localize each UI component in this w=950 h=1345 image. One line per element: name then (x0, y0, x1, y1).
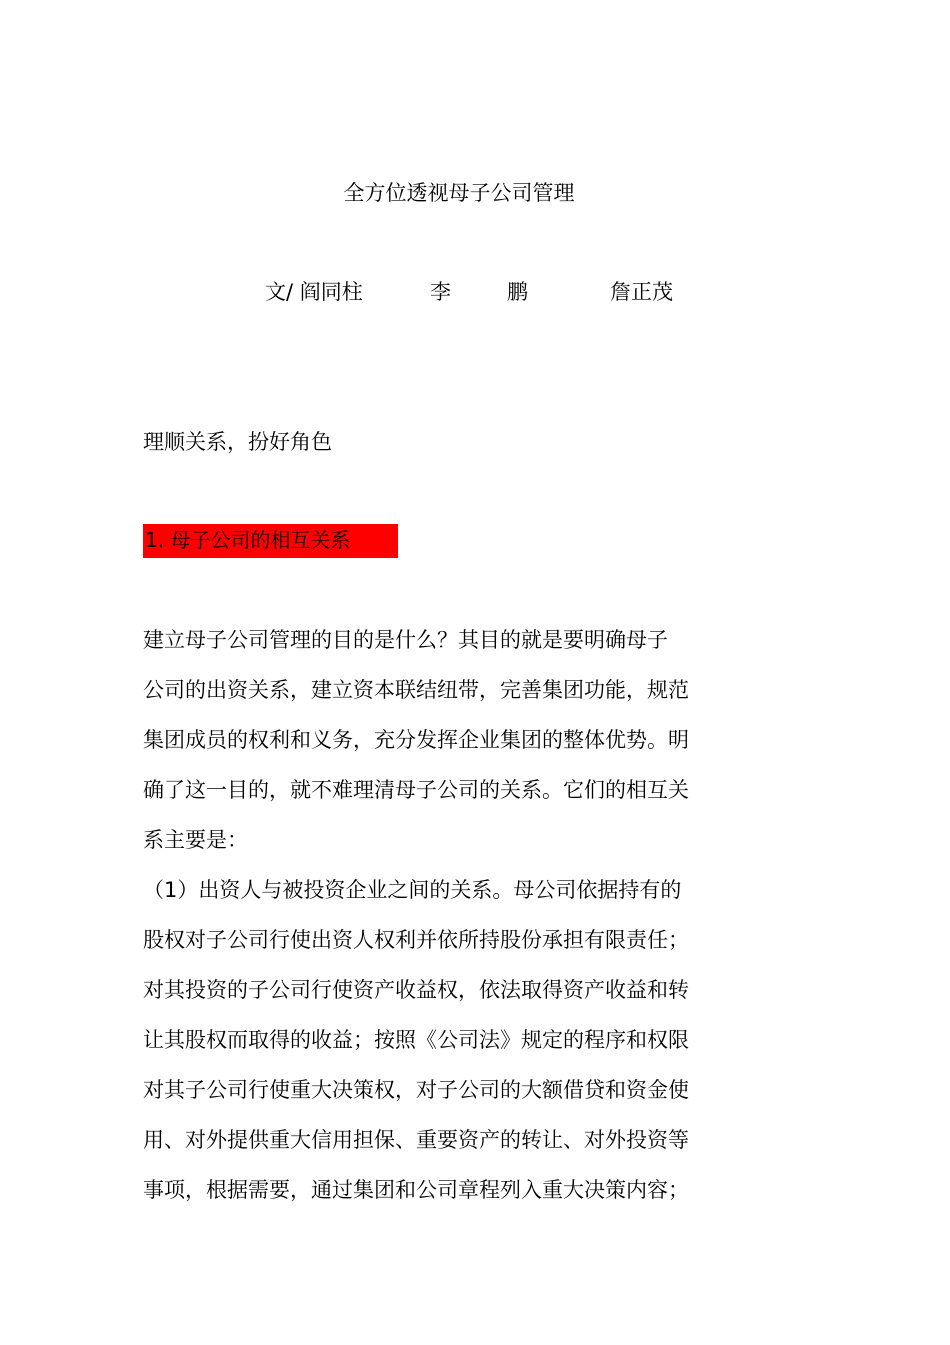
author-name: 李 (430, 280, 451, 304)
body-line: 系主要是： (143, 828, 248, 852)
body-line: 让其股权而取得的收益；按照《公司法》规定的程序和权限 (143, 1028, 689, 1052)
section-heading: 理顺关系，扮好角色 (143, 430, 332, 454)
body-line: 用、对外提供重大信用担保、重要资产的转让、对外投资等 (143, 1128, 689, 1152)
body-paragraph (143, 622, 743, 1222)
document-title: 全方位透视母子公司管理 (343, 181, 575, 205)
sub-heading-highlighted: 1. 母子公司的相互关系 (143, 524, 398, 558)
body-line: 公司的出资关系，建立资本联结纽带，完善集团功能，规范 (143, 678, 689, 702)
author-prefix: 文/ 阎同柱 (265, 280, 363, 304)
author-name: 詹正茂 (610, 280, 673, 304)
body-line: 确了这一目的，就不难理清母子公司的关系。它们的相互关 (143, 778, 689, 802)
body-line: 对其子公司行使重大决策权，对子公司的大额借贷和资金使 (143, 1078, 689, 1102)
body-line: 对其投资的子公司行使资产收益权，依法取得资产收益和转 (143, 978, 689, 1002)
body-line: 建立母子公司管理的目的是什么？其目的就是要明确母子 (143, 628, 668, 652)
body-line: （1）出资人与被投资企业之间的关系。母公司依据持有的 (143, 878, 682, 902)
body-line: 事项，根据需要，通过集团和公司章程列入重大决策内容； (143, 1178, 689, 1202)
body-line: 集团成员的权利和义务，充分发挥企业集团的整体优势。明 (143, 728, 689, 752)
author-name: 鹏 (507, 280, 528, 304)
body-line: 股权对子公司行使出资人权利并依所持股份承担有限责任； (143, 928, 689, 952)
